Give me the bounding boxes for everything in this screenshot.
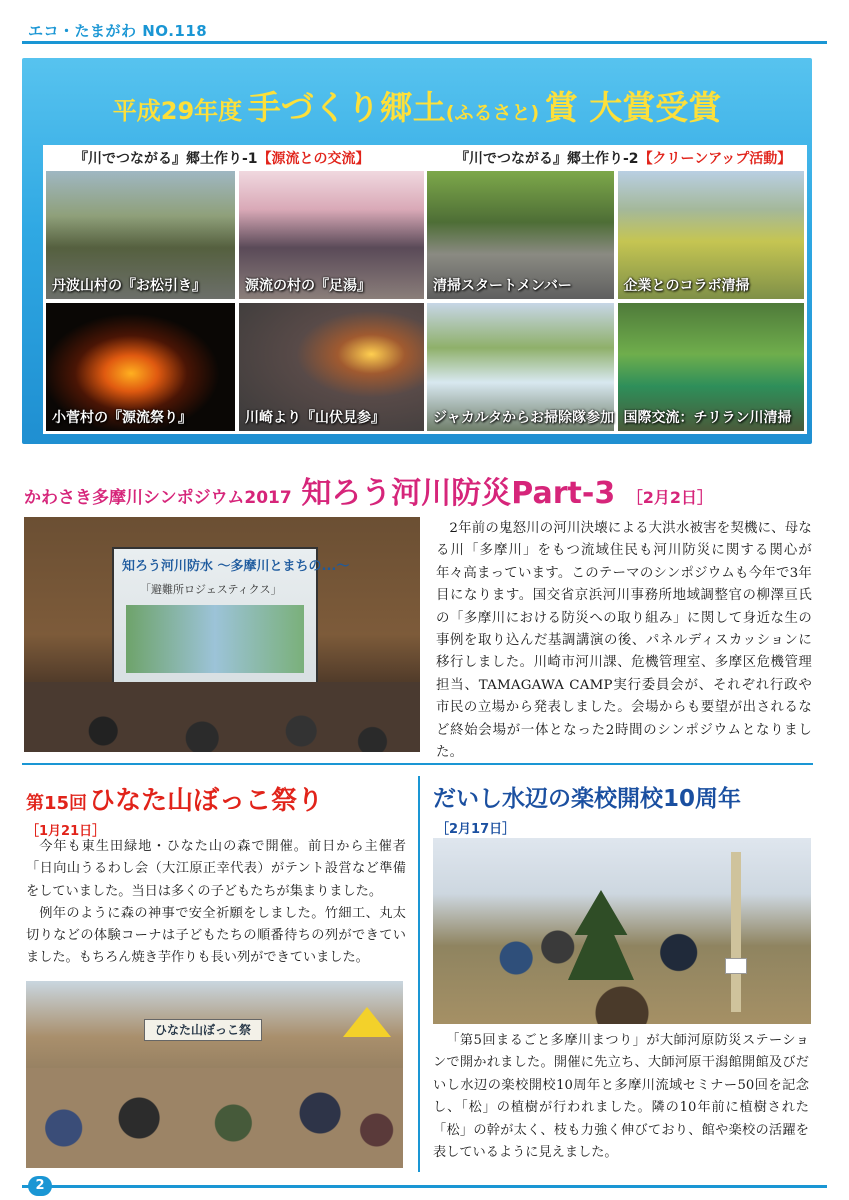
photo-cleanup-members — [427, 171, 614, 299]
crowd — [26, 1068, 403, 1168]
photo-label: 小菅村の『源流祭り』 — [52, 410, 192, 426]
hinata-paragraph-2: 例年のように森の神事で安全祈願をしました。竹細工、丸太切りなどの体験コーナは子どもたちの順番待ちの列ができていました。もちろん焼き芋作りも長い列ができていました。 — [26, 905, 406, 966]
photo-label: 川崎より『山伏見参』 — [245, 410, 385, 426]
hinata-date: ［1月21日］ — [26, 824, 106, 839]
section-divider — [22, 763, 813, 765]
award-section — [22, 58, 812, 444]
daishi-title: だいし水辺の楽校開校10周年 — [433, 786, 742, 812]
photo-genryu-festival — [46, 303, 235, 431]
issue-header: エコ・たまがわ NO.118 — [28, 22, 208, 40]
header-divider — [22, 41, 827, 44]
planting-people — [433, 914, 811, 1024]
photo-omatsuhiki — [46, 171, 235, 299]
column-divider — [418, 776, 420, 1172]
daishi-paragraph: 「第5回まるごと多摩川まつり」が大師河原防災ステーションで開かれました。開催に先立ち、大師河原干潟館開館及びだいし水辺の楽校開校10周年と多摩川流域セミナー50回を記念し、「松」の植樹が行われました。隣の10年前に植樹された「松」の幹が太く、枝も力強く伸びており、館や楽校の活躍を表しているように見えました。 — [433, 1033, 809, 1161]
photo-label: 清掃スタートメンバー — [433, 278, 572, 294]
photo-label: 源流の村の『足湯』 — [245, 278, 371, 294]
hinata-photo — [26, 981, 403, 1168]
photo-label: 丹波山村の『お松引き』 — [52, 278, 206, 294]
symposium-subtitle: かわさき多摩川シンポジウム2017 — [24, 488, 292, 508]
page-number: 2 — [28, 1176, 52, 1196]
award-title — [22, 82, 812, 129]
daishi-date: ［2月17日］ — [436, 822, 516, 837]
yellow-tent — [337, 1007, 397, 1037]
screen-slide-title: 「避難所ロジェスティクス」 — [140, 583, 282, 596]
symposium-body — [436, 518, 812, 764]
hinata-heading — [26, 780, 323, 817]
photo-ashiyu — [239, 171, 428, 299]
photo-label: 企業とのコラボ清掃 — [623, 278, 750, 294]
award-ruby: (ふるさと) — [445, 102, 540, 124]
award-main: 手づくり郷土 — [247, 88, 446, 127]
caption-text: 『川でつながる』郷土作り-2 — [455, 151, 639, 167]
photo-international-exchange — [618, 303, 805, 431]
hinata-body — [26, 836, 406, 970]
caption-highlight: 【源流との交流】 — [257, 151, 370, 167]
slide-image — [126, 605, 304, 673]
caption-text: 『川でつながる』郷土作り-1 — [74, 151, 258, 167]
hinata-title: ひなた山ぼっこ祭り — [89, 786, 324, 816]
footer-line — [22, 1185, 827, 1188]
caption-highlight: 【クリーンアップ活動】 — [638, 151, 792, 167]
panel-caption — [427, 148, 804, 171]
daishi-photo — [433, 838, 811, 1024]
hinata-paragraph-1: 今年も東生田緑地・ひなた山の森で開催。前日から主催者「日向山うるわし会（大江原正幸代表）がテント設営など準備をしていました。当日は多くの子どもたちが集まりました。 — [26, 839, 406, 899]
award-prize: 賞 大賞受賞 — [544, 88, 722, 127]
photo-yamabushi — [239, 303, 428, 431]
projection-screen — [112, 547, 350, 687]
symposium-paragraph: 2年前の鬼怒川の河川決壊による大洪水被害を契機に、母なる川「多摩川」をもつ流域住民も河川防災に関する関心が年々高まっています。このテーマのシンポジウムも今年で3年目になります。国交省京浜河川事務所地域調整官の柳澤亘氏の「多摩川における防災への取り組み」に関して身近な生の事例を取り込んだ基調講演の後、パネルディスカッションに移行しました。川崎市河川課、危機管理室、多摩区危機管理担当、TAMAGAWA CAMP実行委員会が、それぞれ行政や市民の立場から発表しました。会場からも要望が出されるなど終始会場が一体となった2時間のシンポジウムとなりました。 — [436, 521, 812, 761]
photo-corporate-cleanup — [618, 171, 805, 299]
symposium-date: ［2月2日］ — [626, 488, 714, 507]
panel-caption — [46, 148, 428, 171]
photo-label: 国際交流：チリラン川清掃 — [623, 410, 792, 426]
symposium-title: 知ろう河川防災Part-3 — [301, 476, 616, 511]
symposium-heading — [24, 468, 713, 512]
award-panel-cleanup — [424, 145, 807, 434]
festival-banner: ひなた山ぼっこ祭 — [144, 1019, 262, 1041]
symposium-photo — [24, 517, 420, 752]
photo-label: ジャカルタからお掃除隊参加 — [433, 410, 615, 426]
award-panel-source-exchange — [43, 145, 431, 434]
screen-banner: 知ろう河川防水 ～多摩川とまちの...～ — [122, 559, 350, 574]
audience — [24, 682, 420, 752]
daishi-body — [433, 1030, 809, 1164]
award-year: 平成29年度 — [112, 97, 243, 125]
hinata-number: 第15回 — [26, 793, 88, 814]
photo-jakarta-team — [427, 303, 614, 431]
